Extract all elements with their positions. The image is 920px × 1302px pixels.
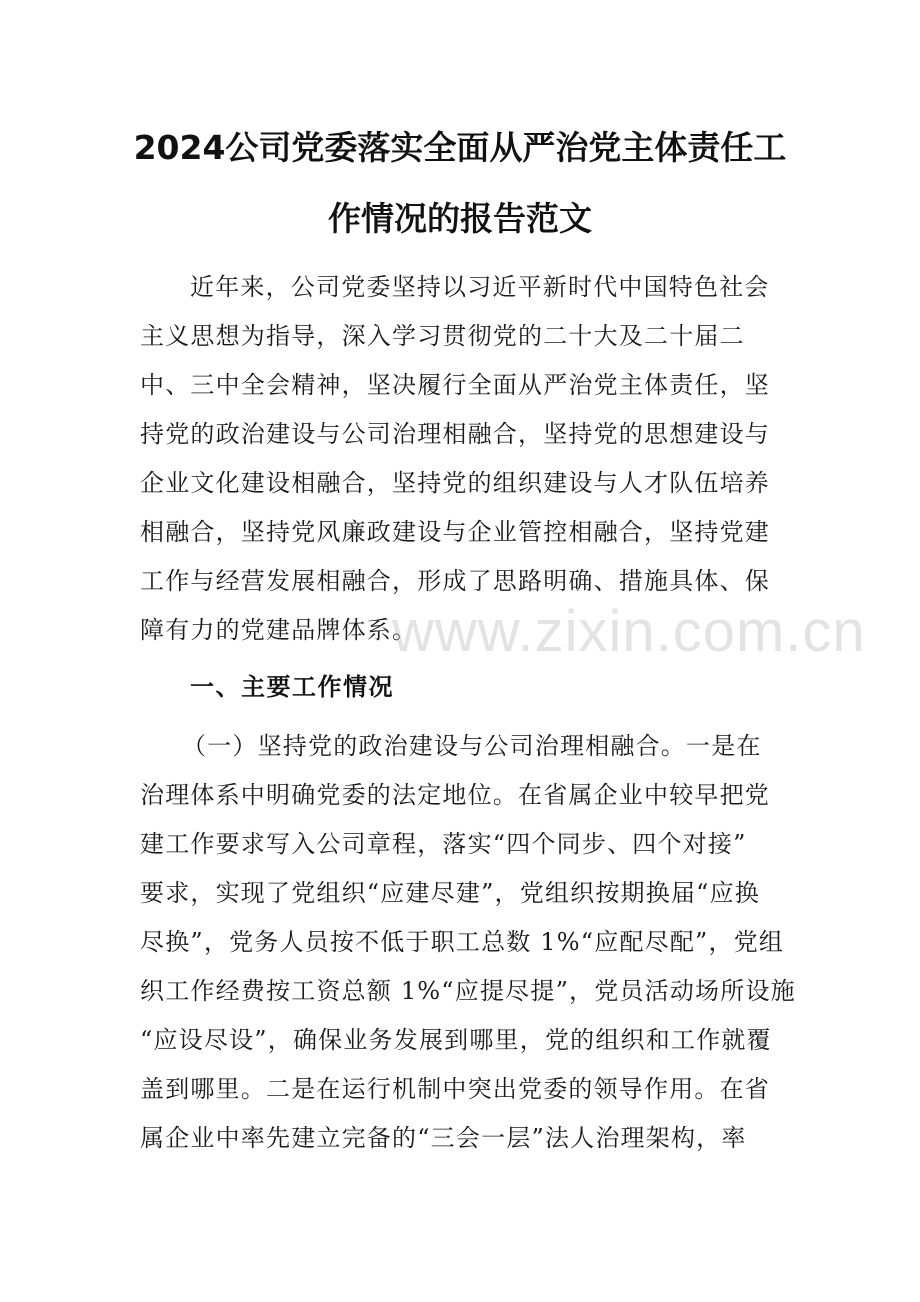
- section-paragraph-line: 建工作要求写入公司章程，落实“四个同步、四个对接”: [140, 830, 747, 858]
- intro-paragraph-line: 持党的政治建设与公司治理相融合，坚持党的思想建设与: [140, 420, 770, 448]
- watermark: www.zixin.com.cn: [392, 599, 866, 664]
- section-paragraph-line: （一）坚持党的政治建设与公司治理相融合。一是在: [182, 732, 762, 760]
- section-paragraph-line: 要求，实现了党组织“应建尽建”，党组织按期换届“应换: [140, 879, 761, 907]
- section-paragraph-line: 属企业中率先建立完备的“三会一层”法人治理架构，率: [140, 1124, 747, 1152]
- section-heading: 一、主要工作情况: [190, 673, 394, 701]
- intro-paragraph-line: 主义思想为指导，深入学习贯彻党的二十大及二十届二: [140, 322, 745, 350]
- section-paragraph-line: 尽换”，党务人员按不低于职工总数 1%“应配尽配”，党组: [140, 928, 785, 956]
- section-paragraph-line: 盖到哪里。二是在运行机制中突出党委的领导作用。在省: [140, 1075, 770, 1103]
- section-paragraph-line: 织工作经费按工资总额 1%“应提尽提”，党员活动场所设施: [140, 977, 796, 1005]
- intro-paragraph-line: 相融合，坚持党风廉政建设与企业管控相融合，坚持党建: [140, 518, 770, 546]
- section-paragraph-line: 治理体系中明确党委的法定地位。在省属企业中较早把党: [140, 781, 770, 809]
- intro-paragraph-line: 工作与经营发展相融合，形成了思路明确、措施具体、保: [140, 567, 770, 595]
- intro-paragraph-line: 中、三中全会精神，坚决履行全面从严治党主体责任，坚: [140, 371, 770, 399]
- document-title-line-1: 2024公司党委落实全面从严治党主体责任工: [133, 128, 787, 167]
- section-paragraph-line: “应设尽设”，确保业务发展到哪里，党的组织和工作就覆: [140, 1026, 772, 1054]
- document-title-line-2: 作情况的报告范文: [328, 199, 592, 238]
- intro-paragraph-line: 障有力的党建品牌体系。: [140, 616, 418, 644]
- intro-paragraph-line: 企业文化建设相融合，坚持党的组织建设与人才队伍培养: [140, 469, 770, 497]
- intro-paragraph-line: 近年来，公司党委坚持以习近平新时代中国特色社会: [190, 273, 770, 301]
